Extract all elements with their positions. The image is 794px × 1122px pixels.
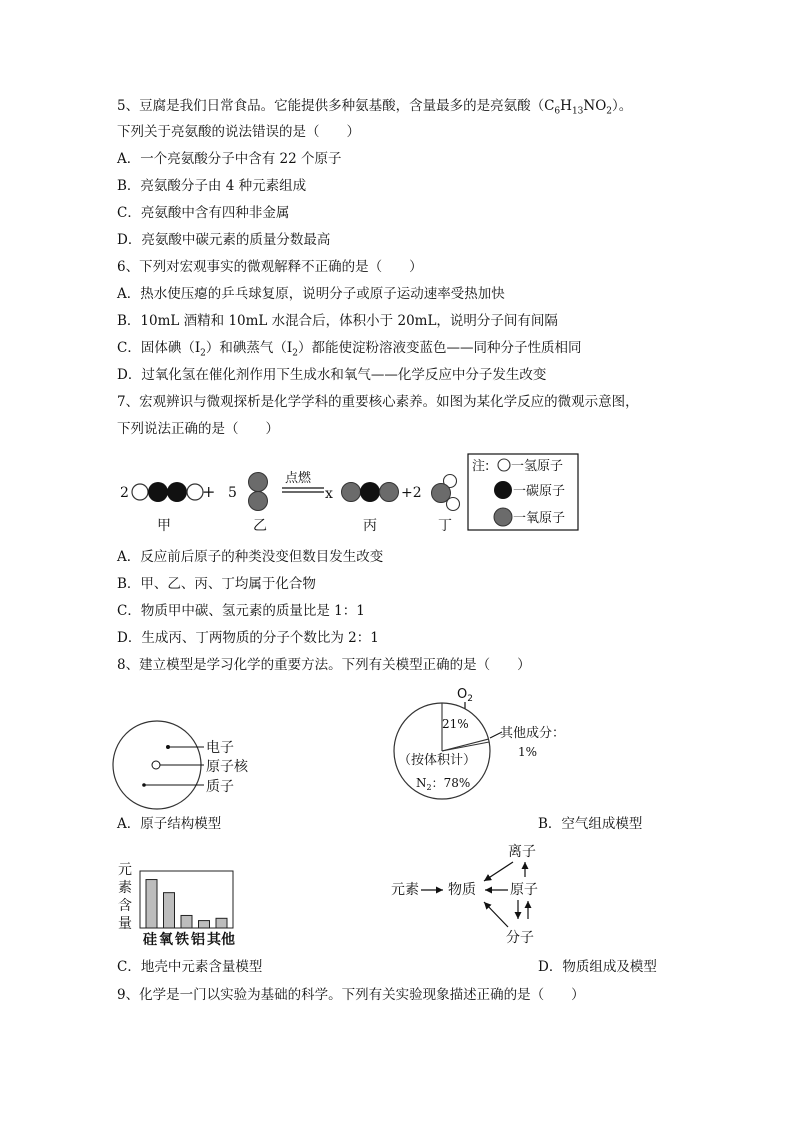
molecule-bing bbox=[342, 482, 399, 502]
crust-bar-3 bbox=[199, 921, 210, 928]
q5-option-b: B．亮氨酸分子由 4 种元素组成 bbox=[117, 178, 307, 194]
q7-option-c: C．物质甲中碳、氢元素的质量比是 1：1 bbox=[117, 603, 365, 619]
caption-atom-model: A．原子结构模型 bbox=[117, 816, 222, 832]
plus-1: + bbox=[202, 482, 216, 501]
q5-option-a: A．一个亮氨酸分子中含有 22 个原子 bbox=[117, 151, 342, 167]
label-n2: $N_2$：78% bbox=[416, 776, 471, 792]
legend-c: 一碳原子 bbox=[513, 484, 566, 499]
crust-ylabel-char: 量 bbox=[118, 916, 132, 932]
legend-note: 注: bbox=[472, 459, 490, 474]
caption-air-model: B．空气组成模型 bbox=[538, 816, 643, 832]
q6-option-c: C．固体碘$(I_2)$和碘蒸气$(I_2)$都能使淀粉溶液变蓝色——同种分子性质相同 bbox=[117, 340, 582, 359]
q7-stem-line1: 7、宏观辨识与微观探析是化学学科的重要核心素养。如图为某化学反应的微观示意图， bbox=[117, 394, 639, 410]
molecule-jia bbox=[132, 482, 203, 502]
q7-option-a: A．反应前后原子的种类没变但数目发生改变 bbox=[117, 549, 384, 565]
label-jia: 甲 bbox=[157, 518, 171, 534]
reaction-diagram bbox=[110, 448, 590, 538]
atom-structure-model bbox=[112, 715, 272, 815]
caption-crust-model: C．地壳中元素含量模型 bbox=[117, 959, 263, 975]
label-o2: $O_2$ bbox=[457, 687, 473, 704]
q6-option-d: D．过氧化氢在催化剂作用下生成水和氧气——化学反应中分子发生改变 bbox=[117, 367, 547, 383]
crust-ylabel-char: 元 bbox=[118, 862, 132, 878]
q5-option-d: D．亮氨酸中碳元素的质量分数最高 bbox=[117, 232, 331, 248]
molecule-yi bbox=[249, 473, 268, 511]
q9-stem: 9、化学是一门以实验为基础的科学。下列有关实验现象描述正确的是（ ） bbox=[117, 987, 585, 1003]
node-ion: 离子 bbox=[508, 844, 536, 860]
label-electron: 电子 bbox=[206, 740, 234, 756]
crust-xlabel-4: 其他 bbox=[207, 932, 235, 948]
crust-xlabel-0: 硅 bbox=[143, 932, 157, 948]
q6-stem: 6、下列对宏观事实的微观解释不正确的是（ ） bbox=[117, 259, 423, 275]
label-proton: 质子 bbox=[206, 779, 234, 795]
q7-option-d: D．生成丙、丁两物质的分子个数比为 2：1 bbox=[117, 630, 379, 646]
label-other: 其他成分： bbox=[500, 726, 566, 741]
crust-ylabel-char: 素 bbox=[118, 880, 132, 896]
crust-xlabels bbox=[143, 931, 235, 948]
q6-option-b: B．10mL 酒精和 10mL 水混合后，体积小于 20mL，说明分子间有间隔 bbox=[117, 313, 558, 329]
legend-o: 一氧原子 bbox=[513, 511, 566, 526]
crust-bar-2 bbox=[181, 915, 192, 928]
legend-o-swatch bbox=[494, 508, 512, 526]
arrow-ion-matter bbox=[484, 862, 513, 881]
q8-stem: 8、建立模型是学习化学的重要方法。下列有关模型正确的是（ ） bbox=[117, 657, 531, 673]
q6-option-a: A．热水使压瘪的乒乓球复原，说明分子或原子运动速率受热加快 bbox=[117, 286, 505, 302]
arrow-molecule-matter bbox=[484, 902, 508, 927]
air-composition-model bbox=[390, 680, 600, 805]
crust-bar-4 bbox=[216, 918, 227, 928]
caption-matter-model: D．物质组成及模型 bbox=[538, 959, 657, 975]
label-ding: 丁 bbox=[438, 518, 452, 534]
crust-xlabel-2: 铁 bbox=[175, 932, 189, 948]
q5-option-c: C．亮氨酸中含有四种非金属 bbox=[117, 205, 290, 221]
label-by-volume: （按体积计） bbox=[398, 753, 477, 768]
q5-stem-line2: 下列关于亮氨酸的说法错误的是（ ） bbox=[117, 124, 360, 140]
label-o2-pct: 21% bbox=[442, 717, 469, 731]
crust-content-model bbox=[116, 860, 246, 950]
matter-composition-model bbox=[388, 840, 578, 950]
q5-stem-line1: 5、豆腐是我们日常食品。它能提供多种氨基酸，含量最多的是亮氨酸$(C_6H_{13}NO_2)$。 bbox=[117, 98, 633, 117]
condition-label: 点燃 bbox=[285, 471, 312, 486]
legend-c-swatch bbox=[494, 481, 512, 499]
node-element: 元素 bbox=[391, 882, 419, 898]
crust-xlabel-1: 氧 bbox=[159, 932, 173, 948]
coef-yi: 5 bbox=[228, 485, 237, 501]
crust-xlabel-3: 铝 bbox=[191, 932, 205, 948]
label-bing: 丙 bbox=[363, 518, 377, 534]
crust-ylabel-char: 含 bbox=[118, 898, 132, 914]
crust-bar-0 bbox=[146, 880, 157, 928]
legend-h-swatch bbox=[498, 459, 510, 471]
coef-bing: x bbox=[325, 486, 333, 502]
node-molecule: 分子 bbox=[506, 930, 534, 946]
nucleus-circle bbox=[152, 761, 160, 769]
label-nucleus: 原子核 bbox=[206, 759, 248, 775]
node-atom: 原子 bbox=[510, 882, 538, 898]
coef-jia: 2 bbox=[120, 485, 129, 501]
q7-stem-line2: 下列说法正确的是（ ） bbox=[117, 421, 279, 437]
coef-ding: +2 bbox=[401, 485, 422, 501]
crust-bars bbox=[146, 880, 227, 928]
molecule-ding bbox=[432, 475, 460, 511]
label-yi: 乙 bbox=[253, 518, 267, 534]
crust-ylabel bbox=[118, 862, 132, 932]
label-other-pct: 1% bbox=[518, 745, 538, 759]
legend-h: 一氢原子 bbox=[511, 459, 564, 474]
node-matter: 物质 bbox=[448, 882, 476, 898]
q7-option-b: B．甲、乙、丙、丁均属于化合物 bbox=[117, 576, 316, 592]
crust-bar-1 bbox=[164, 893, 175, 928]
